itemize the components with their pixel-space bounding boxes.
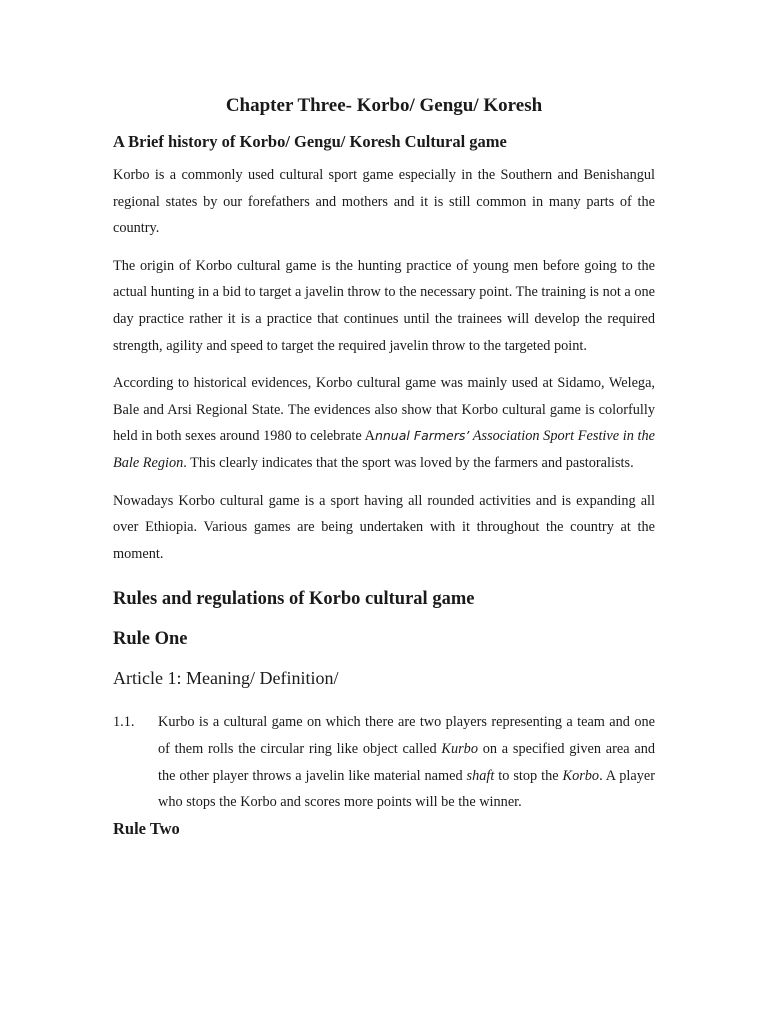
history-italic-farmers: nnual Farmers’ (374, 428, 470, 444)
paragraph-history (113, 370, 655, 476)
item-text-d: . A player who stops the Korbo and scores more points will be the winner. (158, 767, 655, 811)
list-number: 1.1. (113, 714, 135, 731)
rule-two-heading: Rule Two (113, 818, 180, 838)
list-text (158, 709, 655, 815)
history-heading: A Brief history of Korbo/ Gengu/ Koresh Cultural game (113, 132, 507, 151)
chapter-title (113, 94, 655, 118)
chapter-title-rest: Korbo/ Gengu/ Koresh (351, 95, 543, 116)
rules-heading: Rules and regulations of Korbo cultural game (113, 589, 475, 610)
item-text-b: on a specified given area and the other player throws a javelin like material named (158, 740, 655, 784)
article-1-heading: Article 1: Meaning/ Definition/ (113, 668, 339, 689)
list-item-1-1 (113, 709, 655, 815)
item-kurbo-italic: Kurbo (441, 740, 478, 757)
item-text-a: Kurbo is a cultural game on which there are two players representing a team and one of them rolls the circular ring like object called (158, 714, 655, 757)
history-italic-association: Association Sport Festive in the Bale Region (113, 428, 655, 471)
paragraph-korbo-intro: Korbo is a commonly used cultural sport game especially in the Southern and Benishangul regional states by our forefathers and mothers and it is still common in many parts of the country. (113, 167, 655, 237)
item-text-c: to stop the (494, 767, 563, 784)
chapter-title-lead: Chapter Three- (225, 95, 352, 116)
item-shaft-italic: shaft (466, 767, 495, 784)
paragraph-nowadays: Nowadays Korbo cultural game is a sport having all rounded activities and is expanding all over Ethiopia. Various games are being undertaken with it throughout the country at the moment. (113, 492, 655, 562)
item-korbo-italic: Korbo (562, 767, 600, 784)
document-page (113, 94, 655, 840)
paragraph-origin: The origin of Korbo cultural game is the hunting practice of young men before going to the actual hunting in a bid to target a javelin throw to the necessary point. The training is not a one day practice rather it is a practice that continues until the trainees will develop the required strength, agility and speed to target the required javelin throw to the targeted point. (113, 257, 655, 354)
history-text-a: According to historical evidences, Korbo cultural game was mainly used at Sidamo, Welega, Bale and Arsi Regional State. The evidences also show that Korbo cultural game is colorfully held in both sexes around 1980 to celebrate A (113, 375, 655, 445)
history-text-b: . This clearly indicates that the sport was loved by the farmers and pastoralists. (183, 454, 634, 471)
rule-one-heading: Rule One (113, 629, 188, 650)
